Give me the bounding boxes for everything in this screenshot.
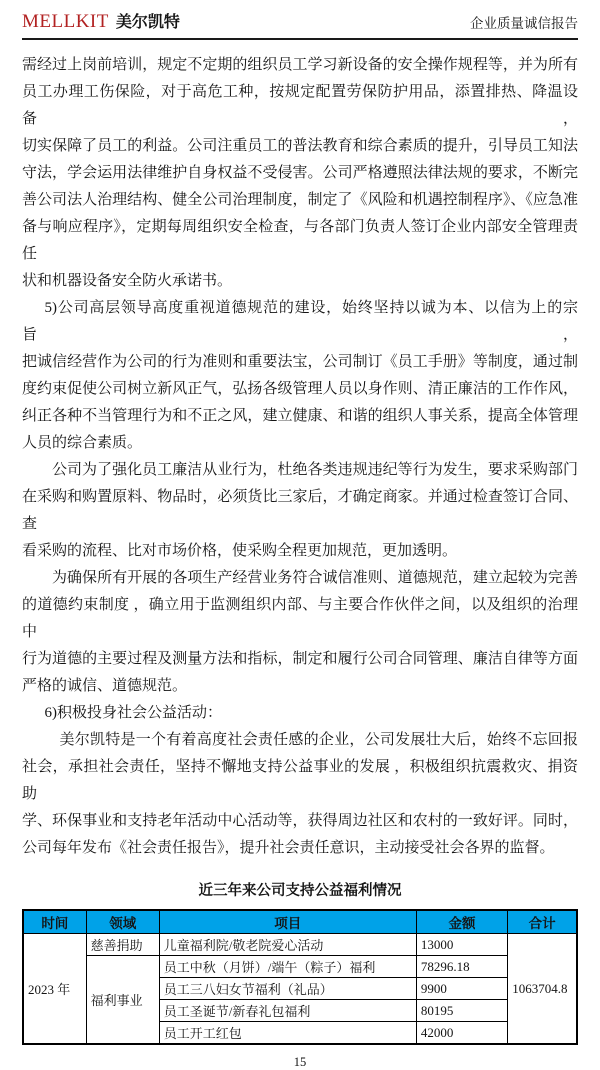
text-line: 切实保障了员工的利益。公司注重员工的普法教育和综合素质的提升，引导员工知法 [22, 138, 578, 154]
column-header: 项目 [159, 910, 416, 934]
column-header: 领域 [86, 910, 159, 934]
text-line: 行为道德的主要过程及测量方法和指标，制定和履行公司合同管理、廉洁自律等方面 [22, 651, 578, 667]
text-line: 公司每年发布《社会责任报告》，提升社会责任意识，主动接受社会各界的监督。 [22, 840, 555, 856]
page-footer [22, 1055, 578, 1070]
project-cell: 员工圣诞节/新春礼包福利 [159, 1000, 416, 1022]
text-line: 5)公司高层领导高度重视道德规范的建设，始终坚持以诚为本、以信为上的宗旨， [22, 300, 578, 343]
project-cell: 员工中秋（月饼）/端午（粽子）福利 [159, 956, 416, 978]
paragraph [22, 565, 578, 700]
amount-cell: 78296.18 [416, 956, 507, 978]
text-line: 严格的诚信、道德规范。 [22, 678, 188, 694]
total-cell: 1063704.8 [508, 934, 577, 1045]
text-line: 员工办理工伤保险，对于高危工种，按规定配置劳保防护用品，添置排热、降温设备， [22, 84, 578, 127]
field-cell: 福利事业 [86, 956, 159, 1045]
amount-cell: 9900 [416, 978, 507, 1000]
table-row [23, 956, 577, 978]
text-line: 的道德约束制度 ，确立用于监测组织内部、与主要合作伙伴之间，以及组织的治理中 [22, 597, 578, 640]
column-header: 金额 [416, 910, 507, 934]
paragraph [22, 457, 578, 565]
paragraph [22, 52, 578, 295]
paragraph [22, 727, 578, 862]
company-logo [22, 9, 180, 33]
amount-cell: 80195 [416, 1000, 507, 1022]
text-line: 为确保所有开展的各项生产经营业务符合诚信准则、道德规范，建立起较为完善 [52, 570, 578, 586]
table-title: 近三年来公司支持公益福利情况 [198, 883, 402, 899]
text-line: 备与响应程序》，定期每周组织安全检查，与各部门负责人签订企业内部安全管理责任 [22, 219, 578, 262]
page-number: 15 [293, 1055, 307, 1069]
paragraph [22, 700, 578, 727]
text-line: 在采购和购置原料、物品时，必须货比三家后，才确定商家。并通过检查签订合同、查 [22, 489, 578, 532]
text-line: 6)积极投身社会公益活动： [44, 705, 222, 721]
company-logo-en: MELLKIT [22, 11, 109, 32]
column-header: 合计 [508, 910, 577, 934]
amount-cell: 42000 [416, 1022, 507, 1045]
text-line: 社会，承担社会责任，坚持不懈地支持公益事业的发展 ，积极组织抗震救灾、捐资助 [22, 759, 578, 802]
project-cell: 员工开工红包 [159, 1022, 416, 1045]
text-line: 守法，学会运用法律维护自身权益不受侵害。公司严格遵照法律法规的要求，不断完 [22, 165, 578, 181]
text-line: 度约束促使公司树立新风正气，弘扬各级管理人员以身作则、清正廉洁的工作作风， [22, 381, 578, 397]
year-cell: 2023 年 [23, 934, 86, 1045]
text-line: 人员的综合素质。 [22, 435, 143, 451]
field-cell: 慈善捐助 [86, 934, 159, 956]
project-cell: 员工三八妇女节福利（礼品） [159, 978, 416, 1000]
table-row [23, 934, 577, 956]
paragraph [22, 295, 578, 457]
text-line: 公司为了强化员工廉洁从业行为，杜绝各类违规违纪等行为发生，要求采购部门 [52, 462, 578, 478]
page-header [22, 0, 578, 40]
amount-cell: 13000 [416, 934, 507, 956]
text-line: 美尔凯特是一个有着高度社会责任感的企业，公司发展壮大后，始终不忘回报 [59, 732, 578, 748]
project-cell: 儿童福利院/敬老院爱心活动 [159, 934, 416, 956]
text-line: 看采购的流程、比对市场价格，使采购全程更加规范，更加透明。 [22, 543, 458, 559]
text-line: 状和机器设备安全防火承诺书。 [22, 273, 233, 289]
text-line: 把诚信经营作为公司的行为准则和重要法宝，公司制订《员工手册》等制度，通过制 [22, 354, 578, 370]
text-line: 学、环保事业和支持老年活动中心活动等，获得周边社区和农村的一致好评。同时， [22, 813, 578, 829]
welfare-table-header [23, 910, 577, 934]
text-line: 需经过上岗前培训，规定不定期的组织员工学习新设备的安全操作规程等，并为所有 [22, 57, 578, 73]
text-line: 纠正各种不当管理行为和不正之风，建立健康、和谐的组织人事关系，提高全体管理 [22, 408, 578, 424]
text-line: 善公司法人治理结构、健全公司治理制度，制定了《风险和机遇控制程序》、《应急准 [22, 192, 578, 208]
welfare-table [22, 909, 578, 1045]
company-logo-zh: 美尔凯特 [115, 14, 180, 31]
welfare-table-body [23, 934, 577, 1045]
body-text [22, 52, 578, 862]
column-header: 时间 [23, 910, 86, 934]
document-title: 企业质量诚信报告 [470, 16, 578, 31]
